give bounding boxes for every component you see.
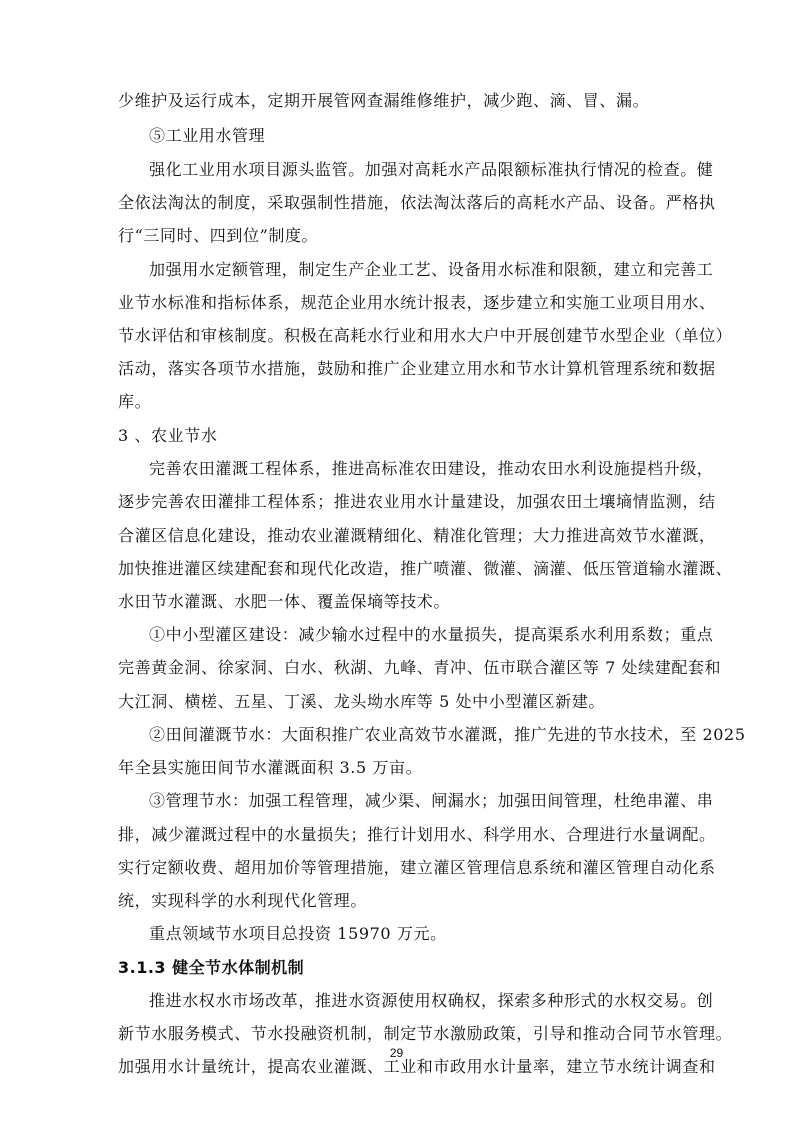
paragraph-line: 推进水权水市场改革，推进水资源使用权确权，探索多种形式的水权交易。创 <box>149 991 714 1010</box>
paragraph-line: 活动，落实各项节水措施，鼓励和推广企业建立用水和节水计算机管理系统和数据 <box>118 359 716 378</box>
section-subheading: ⑤工业用水管理 <box>149 126 266 145</box>
paragraph-line: 新节水服务模式、节水投融资机制，制定节水激励政策，引导和推动合同节水管理。 <box>118 1024 733 1043</box>
paragraph-line: 少维护及运行成本，定期开展管网查漏维修维护，减少跑、滴、冒、漏。 <box>118 91 650 110</box>
paragraph-line: 实行定额收费、超用加价等管理措施，建立灌区管理信息系统和灌区管理自动化系 <box>118 858 716 877</box>
paragraph-line: 加强用水计量统计，提高农业灌溉、工业和市政用水计量率，建立节水统计调查和 <box>118 1057 716 1076</box>
paragraph-line: 完善农田灌溉工程体系，推进高标准农田建设，推动农田水利设施提档升级， <box>149 459 714 478</box>
paragraph-line: 合灌区信息化建设，推动农业灌溉精细化、精准化管理；大力推进高效节水灌溉， <box>118 526 716 545</box>
paragraph-line: 统，实现科学的水利现代化管理。 <box>118 891 368 910</box>
page-number: 29 <box>389 1046 404 1060</box>
paragraph-line: 大江洞、横槎、五星、丁溪、龙头坳水库等 5 处中小型灌区新建。 <box>118 692 605 711</box>
paragraph-line: ①中小型灌区建设：减少输水过程中的水量损失，提高渠系水利用系数；重点 <box>149 625 714 644</box>
paragraph-line: 库。 <box>118 392 152 411</box>
paragraph-line: 行“三同时、四到位”制度。 <box>118 226 319 245</box>
paragraph-line: 强化工业用水项目源头监管。加强对高耗水产品限额标准执行情况的检查。健 <box>149 160 714 179</box>
paragraph-line: 业节水标准和指标体系，规范企业用水统计报表，逐步建立和实施工业项目用水、 <box>118 293 716 312</box>
paragraph-line: 排，减少灌溉过程中的水量损失；推行计划用水、科学用水、合理进行水量调配。 <box>118 825 716 844</box>
paragraph-line: 水田节水灌溉、水肥一体、覆盖保墒等技术。 <box>118 592 451 611</box>
paragraph-line: 节水评估和审核制度。积极在高耗水行业和用水大户中开展创建节水型企业（单位） <box>118 326 733 345</box>
paragraph-line: 逐步完善农田灌排工程体系；推进农业用水计量建设，加强农田土壤墒情监测，结 <box>118 492 716 511</box>
paragraph-line: ②田间灌溉节水：大面积推广农业高效节水灌溉，推广先进的节水技术，至 2025 <box>149 725 746 744</box>
paragraph-line: 全依法淘汰的制度，采取强制性措施，依法淘汰落后的高耗水产品、设备。严格执 <box>118 193 716 212</box>
section-heading: 3 、农业节水 <box>118 426 218 445</box>
paragraph-line: ③管理节水：加强工程管理，减少渠、闸漏水；加强田间管理，杜绝串灌、串 <box>149 791 714 810</box>
paragraph-line: 完善黄金洞、徐家洞、白水、秋湖、九峰、青冲、伍市联合灌区等 7 处续建配套和 <box>118 658 722 677</box>
paragraph-line: 重点领域节水项目总投资 15970 万元。 <box>149 924 447 943</box>
paragraph-line: 年全县实施田间节水灌溉面积 3.5 万亩。 <box>118 758 423 777</box>
paragraph-line: 加快推进灌区续建配套和现代化改造，推广喷灌、微灌、滴灌、低压管道输水灌溉、 <box>118 559 733 578</box>
paragraph-line: 加强用水定额管理，制定生产企业工艺、设备用水标准和限额，建立和完善工 <box>149 260 714 279</box>
section-heading: 3.1.3 健全节水体制机制 <box>118 958 305 977</box>
